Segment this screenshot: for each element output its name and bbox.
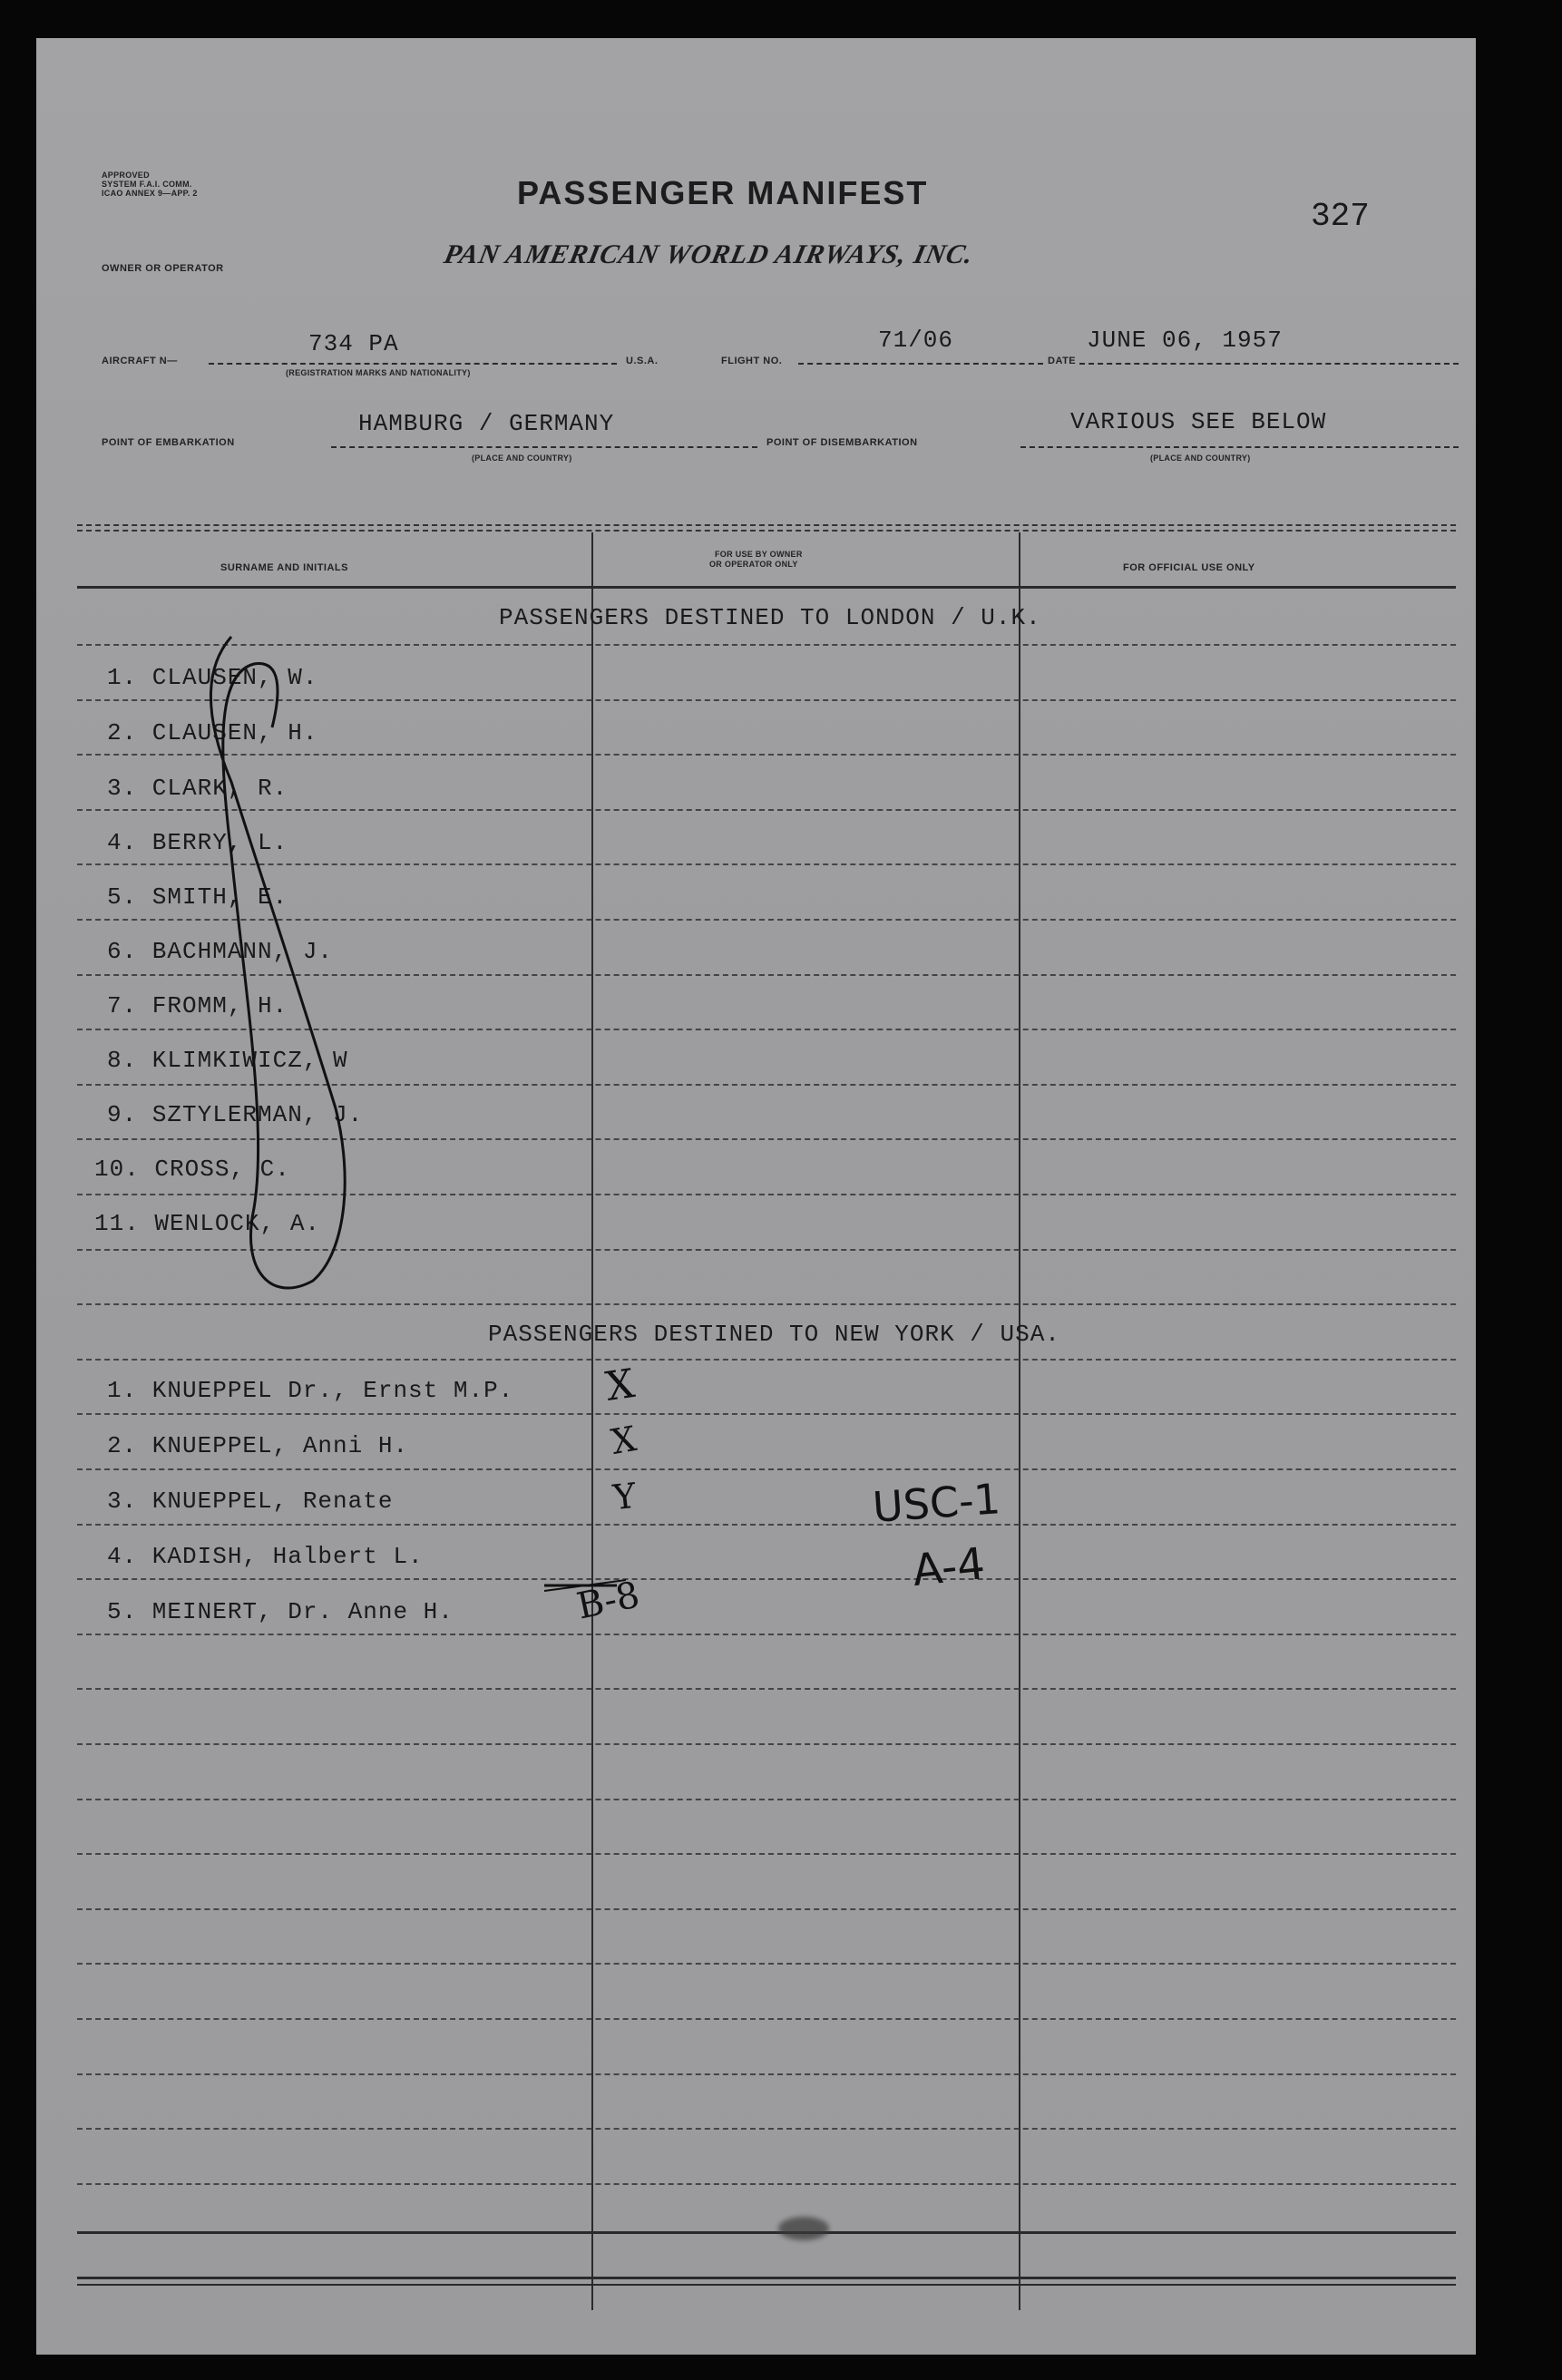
disembarkation-caption: (PLACE AND COUNTRY) [1150, 454, 1251, 463]
disembarkation-value: VARIOUS SEE BELOW [1070, 408, 1327, 435]
official-note: USC-1 [871, 1474, 1002, 1532]
table-bottom-rule [77, 2284, 1456, 2286]
official-note: A-4 [910, 1537, 988, 1597]
ink-smudge [778, 2217, 829, 2240]
usa-label: U.S.A. [626, 356, 659, 366]
col-header-surname: SURNAME AND INITIALS [220, 562, 348, 573]
passenger-row: 3. KNUEPPEL, Renate [107, 1488, 394, 1515]
passenger-row: 4. BERRY, L. [107, 829, 288, 856]
handwriting-layer [36, 38, 1476, 2355]
passenger-row: 8. KLIMKIWICZ, W [107, 1047, 348, 1074]
operator-mark: X [608, 1418, 639, 1463]
aircraft-value: 734 PA [308, 330, 399, 357]
embarkation-value: HAMBURG / GERMANY [358, 410, 615, 437]
date-label: DATE [1048, 356, 1077, 366]
group-heading-london: PASSENGERS DESTINED TO LONDON / U.K. [499, 604, 1041, 631]
embarkation-caption: (PLACE AND COUNTRY) [472, 454, 572, 463]
owner-label: OWNER OR OPERATOR [102, 263, 224, 274]
col-header-official: FOR OFFICIAL USE ONLY [1123, 562, 1255, 573]
page-title: PASSENGER MANIFEST [517, 174, 929, 211]
passenger-row: 2. KNUEPPEL, Anni H. [107, 1432, 409, 1459]
operator-mark: X [602, 1361, 638, 1410]
manifest-sheet [36, 38, 1476, 2355]
approval-line: ICAO ANNEX 9—APP. 2 [102, 189, 198, 198]
passenger-row: 5. SMITH, E. [107, 883, 288, 911]
col-header-operator-2: OR OPERATOR ONLY [709, 560, 798, 569]
page-number: 327 [1311, 198, 1370, 235]
approval-line: SYSTEM F.A.I. COMM. [102, 180, 192, 189]
bracket-stroke [210, 637, 345, 1288]
table-bottom-rule [77, 2277, 1456, 2279]
date-value: JUNE 06, 1957 [1087, 327, 1283, 354]
table-bottom-rule [77, 2231, 1456, 2234]
passenger-row: 2. CLAUSEN, H. [107, 719, 318, 746]
group-heading-new-york: PASSENGERS DESTINED TO NEW YORK / USA. [488, 1321, 1060, 1348]
col-header-operator-1: FOR USE BY OWNER [715, 550, 803, 559]
flight-value: 71/06 [878, 327, 954, 354]
flight-label: FLIGHT NO. [721, 356, 783, 366]
passenger-row: 9. SZTYLERMAN, J. [107, 1101, 364, 1128]
passenger-row: 10. CROSS, C. [94, 1156, 290, 1183]
passenger-row: 11. WENLOCK, A. [94, 1210, 321, 1237]
operator-mark: Y [610, 1475, 639, 1518]
passenger-row: 4. KADISH, Halbert L. [107, 1543, 424, 1570]
owner-value: PAN AMERICAN WORLD AIRWAYS, INC. [441, 239, 977, 269]
passenger-row: 6. BACHMANN, J. [107, 938, 334, 965]
passenger-row: 1. CLAUSEN, W. [107, 664, 318, 691]
embarkation-label: POINT OF EMBARKATION [102, 437, 235, 448]
aircraft-label: AIRCRAFT N— [102, 356, 178, 366]
approval-line: APPROVED [102, 171, 150, 180]
passenger-row: 7. FROMM, H. [107, 992, 288, 1019]
disembarkation-label: POINT OF DISEMBARKATION [766, 437, 918, 448]
passenger-row: 3. CLARK, R. [107, 775, 288, 802]
passenger-row: 5. MEINERT, Dr. Anne H. [107, 1598, 454, 1625]
passenger-row: 1. KNUEPPEL Dr., Ernst M.P. [107, 1377, 514, 1404]
operator-note: B-8 [572, 1574, 644, 1628]
registration-caption: (REGISTRATION MARKS AND NATIONALITY) [286, 368, 471, 377]
